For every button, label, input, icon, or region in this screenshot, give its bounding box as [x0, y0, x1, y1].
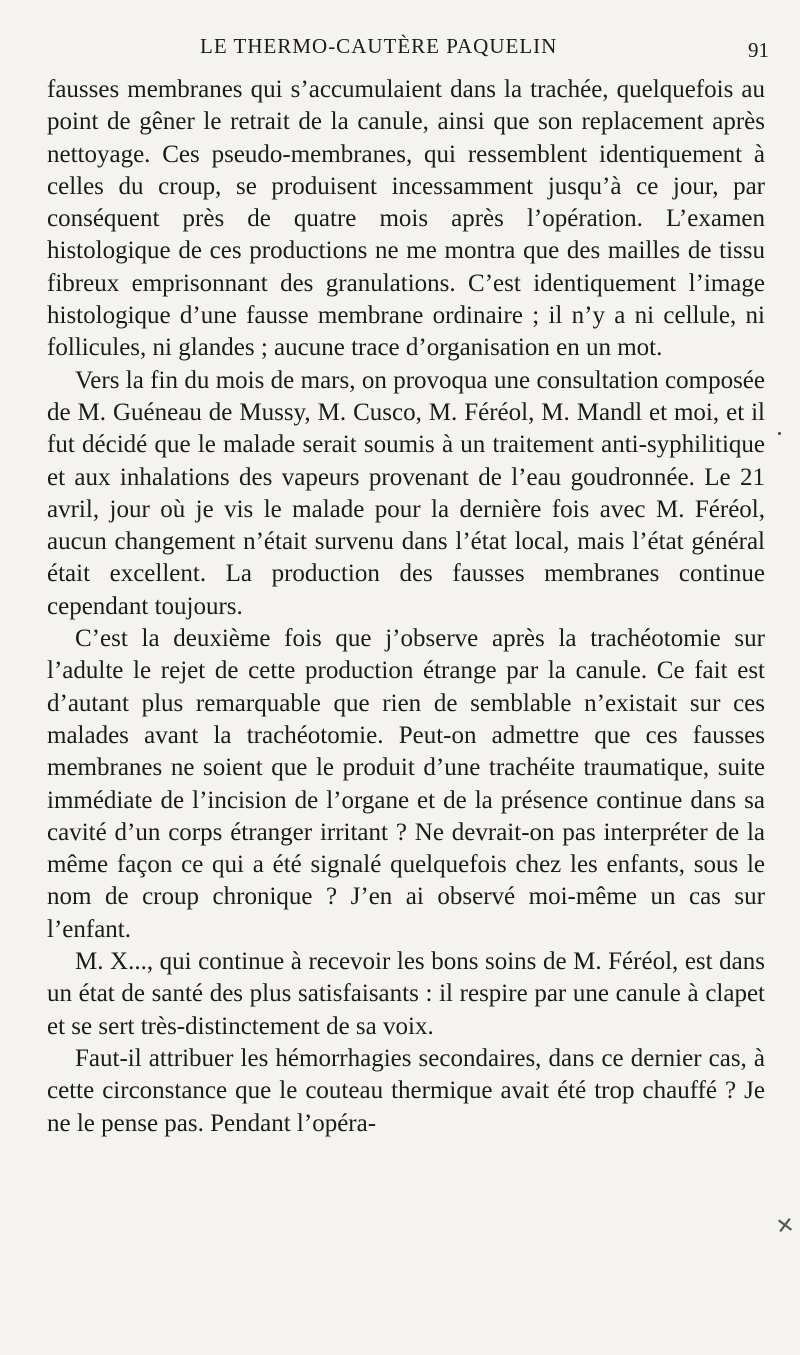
- paragraph-3: C’est la deuxième fois que j’observe après la trachéotomie sur l’adulte le rejet de cette production étrange par la canule. Ce fait est d’autant plus remarquable que rien de semblable n’existait sur ces malades avant la trachéotomie. Peut-on admettre que ces fausses membranes ne soient que le produit d’une trachéite traumatique, suite immédiate de l’incision de l’organe et de la présence continue dans sa cavité d’un corps étranger irritant ? Ne devrait-on pas interpréter de la même façon ce qui a été signalé quelquefois chez les enfants, sous le nom de croup chronique ? J’en ai observé moi-même un cas sur l’enfant.: [47, 625, 765, 943]
- ink-speck: [778, 432, 781, 435]
- paragraph-4: M. X..., qui continue à recevoir les bons soins de M. Féréol, est dans un état de santé des plus satisfaisants : il respire par une canule à clapet et se sert très-distinctement de sa voix.: [47, 948, 765, 1040]
- body-text: [47, 74, 765, 1140]
- paragraph-2: Vers la fin du mois de mars, on provoqua une consultation composée de M. Guéneau de Mussy, M. Cusco, M. Féréol, M. Mandl et moi, et il fut décidé que le malade serait soumis à un traitement anti-syphilitique et aux inhalations des vapeurs provenant de l’eau goudronnée. Le 21 avril, jour où je vis le malade pour la dernière fois avec M. Féréol, aucun changement n’était survenu dans l’état local, mais l’état général était excellent. La production des fausses membranes continue cependant toujours.: [47, 366, 765, 620]
- margin-cross-mark-icon: ✕: [774, 1212, 797, 1241]
- running-title: LE THERMO-CAUTÈRE PAQUELIN: [200, 34, 558, 58]
- paragraph-5: Faut-il attribuer les hémorrhagies secondaires, dans ce dernier cas, à cette circonstance que le couteau thermique avait été trop chauffé ? Je ne le pense pas. Pendant l’opéra-: [47, 1044, 765, 1137]
- running-head: [0, 34, 800, 64]
- page-number: 91: [748, 38, 769, 62]
- paragraph-1: fausses membranes qui s’accumulaient dans la trachée, quelquefois au point de gêner le retrait de la canule, ainsi que son replacement après nettoyage. Ces pseudo-membranes, qui ressemblent identiquement à celles du croup, se produisent incessamment jusqu’à ce jour, par conséquent près de quatre mois après l’opération. L’examen histologique de ces productions ne me montra que des mailles de tissu fibreux emprisonnant des granulations. C’est identiquement l’image histologique d’une fausse membrane ordinaire ; il n’y a ni cellule, ni follicules, ni glandes ; aucune trace d’organisation en un mot.: [47, 76, 765, 362]
